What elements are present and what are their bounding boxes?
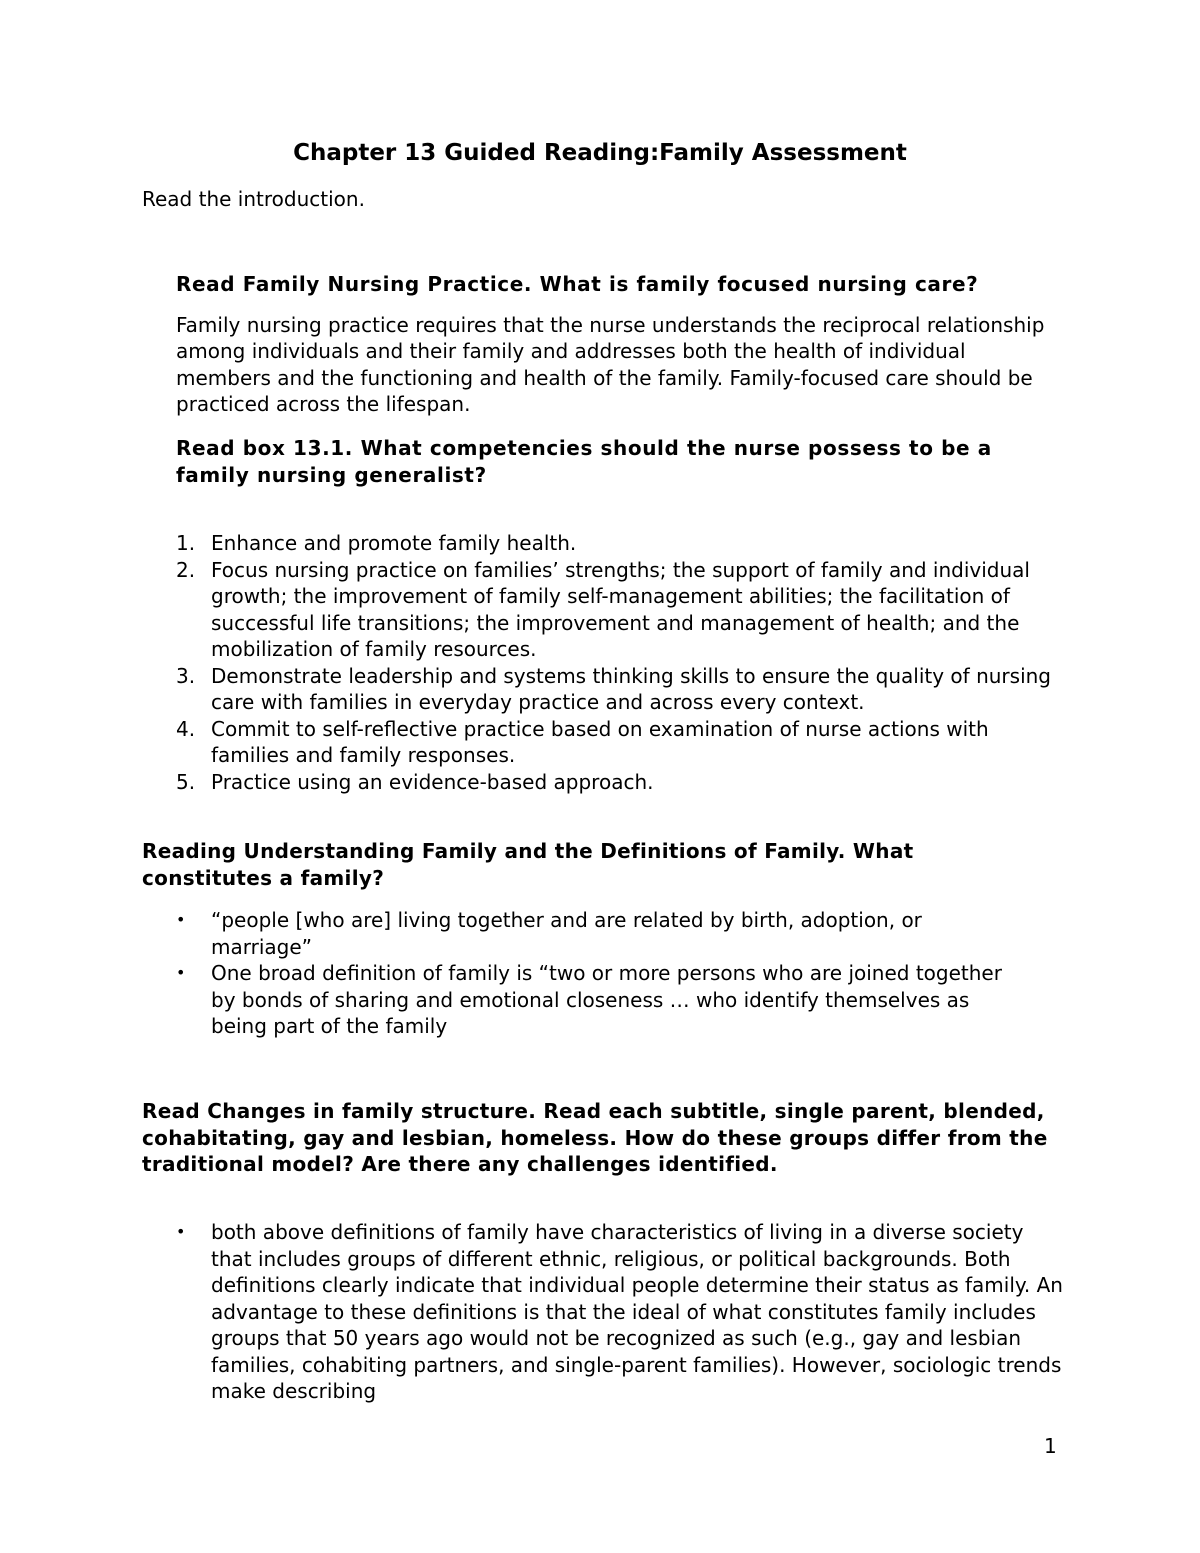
- list-item-text: both above definitions of family have characteristics of living in a diverse society that includes groups of different ethnic, religious, or political backgrounds. Both definitions clearly indicate that individual people determine their status as family. An advantage to these definitions is that the ideal of what constitutes family includes groups that 50 years ago would not be recognized as such (e.g., gay and lesbian families, cohabiting partners, and single-parent families). However, sociologic trends make describing: [211, 1220, 1063, 1403]
- list-item-text: One broad definition of family is “two or more persons who are joined together by bonds of sharing and emotional closeness … who identify themselves as being part of the family: [211, 961, 1002, 1038]
- list-number: 5.: [176, 769, 196, 794]
- competencies-list-wrapper: [176, 530, 1066, 795]
- list-item: [176, 769, 1066, 796]
- list-item-text: Focus nursing practice on families’ strengths; the support of family and individual growth; the improvement of family self-management abilities; the facilitation of successful life transitions; the improvement and management of health; and the mobilization of family resources.: [211, 557, 1030, 661]
- list-item-text: Demonstrate leadership and systems thinking skills to ensure the quality of nursing care with families in everyday practice and across every context.: [211, 663, 1051, 714]
- answer-family-nursing: Family nursing practice requires that the nurse understands the reciprocal relationship among individuals and their family and addresses both the health of individual members and the functioning and health of the family. Family-focused care should be practiced across the lifespan.: [176, 312, 1045, 416]
- list-item-text: Practice using an evidence-based approach.: [211, 769, 654, 794]
- list-number: 1.: [176, 531, 196, 555]
- list-number: 2.: [176, 557, 196, 582]
- question-definitions: Reading Understanding Family and the Definitions of Family. What constitutes a family?: [142, 839, 914, 890]
- intro-text: Read the introduction.: [142, 187, 365, 211]
- list-item: [176, 960, 1016, 1040]
- list-number: 4.: [176, 716, 196, 741]
- list-item: [176, 907, 1016, 960]
- section-changes: [142, 1098, 1052, 1178]
- definitions-list-wrapper: [176, 907, 1016, 1040]
- definitions-list: [176, 907, 1016, 1040]
- competencies-list: [176, 530, 1066, 795]
- bullet-icon: •: [176, 1222, 186, 1241]
- changes-list: [176, 1219, 1066, 1405]
- section-definitions: [142, 838, 1002, 891]
- question-changes: Read Changes in family structure. Read each subtitle, single parent, blended, cohabitating, gay and lesbian, homeless. How do these groups differ from the traditional model? Are there any challenges identified.: [142, 1099, 1048, 1176]
- bullet-icon: •: [176, 963, 186, 982]
- page-title: Chapter 13 Guided Reading:Family Assessment: [293, 140, 907, 166]
- bullet-icon: •: [176, 910, 186, 929]
- list-number: 3.: [176, 663, 196, 688]
- section-family-nursing: [176, 271, 1066, 418]
- list-item-text: “people [who are] living together and are related by birth, adoption, or marriage”: [211, 908, 922, 959]
- list-item: [176, 716, 1066, 769]
- question-family-nursing: Read Family Nursing Practice. What is family focused nursing care?: [176, 272, 979, 296]
- list-item: [176, 1219, 1066, 1405]
- list-item: [176, 530, 1066, 557]
- changes-list-wrapper: [176, 1219, 1066, 1405]
- list-item-text: Enhance and promote family health.: [211, 531, 577, 555]
- page-number: 1: [1044, 1434, 1057, 1458]
- question-competencies: Read box 13.1. What competencies should the nurse possess to be a family nursing generalist?: [176, 436, 992, 487]
- list-item: [176, 557, 1066, 663]
- list-item: [176, 663, 1066, 716]
- list-item-text: Commit to self-reflective practice based on examination of nurse actions with families and family responses.: [211, 716, 989, 767]
- section-competencies: [176, 435, 1056, 488]
